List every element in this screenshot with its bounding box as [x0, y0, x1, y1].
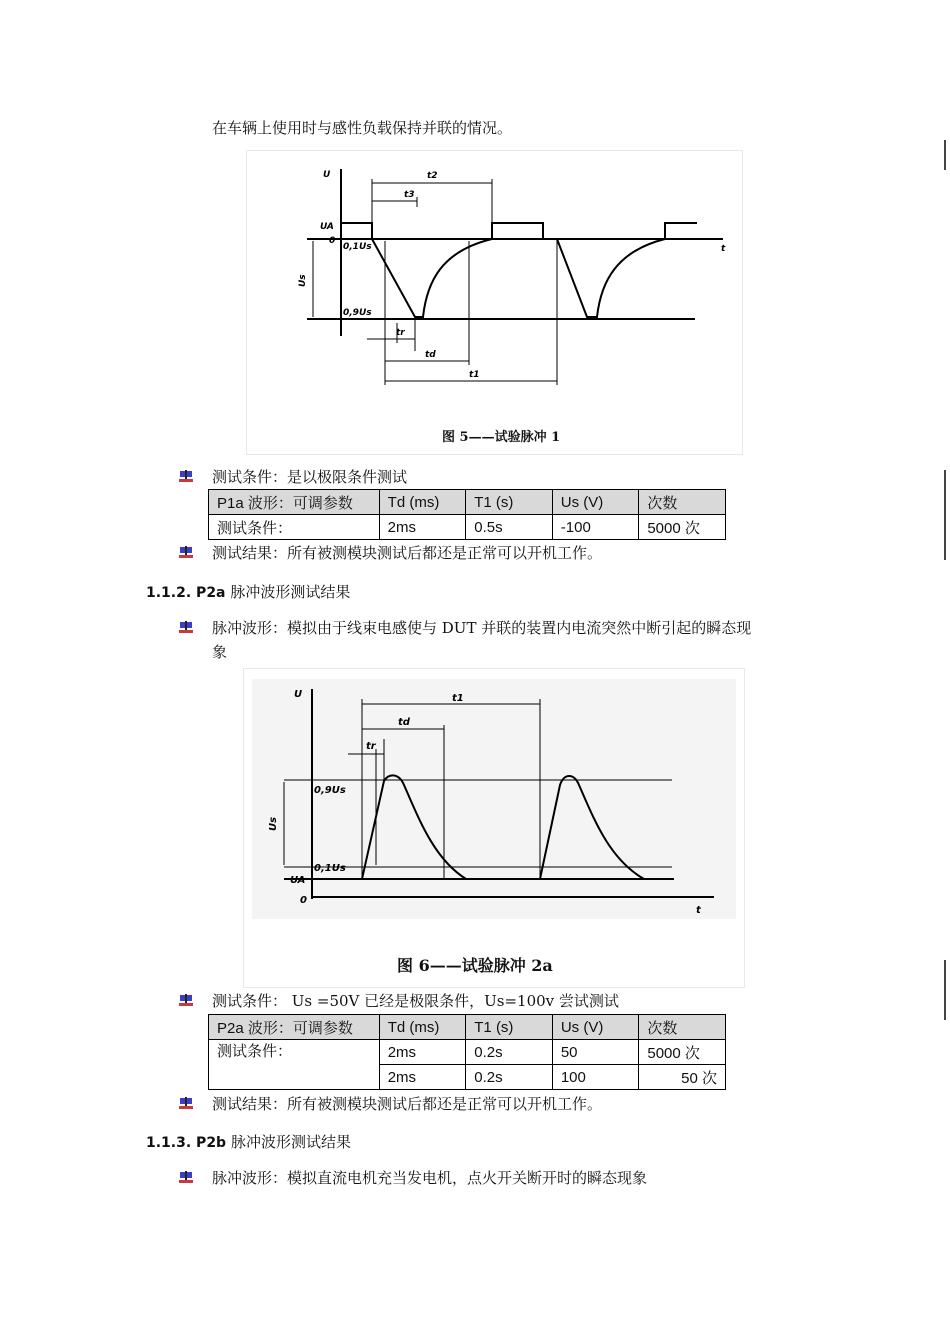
p2a-desc-line-2: 象: [212, 643, 228, 661]
svg-text:tr: tr: [366, 741, 376, 752]
page-edge-mark: [944, 140, 946, 170]
figure-6-caption: 图 6——试验脉冲 2a: [397, 956, 553, 975]
svg-text:0: 0: [329, 236, 336, 246]
section-number: 1.1.2. P2a: [146, 585, 226, 601]
table-cell: 50: [552, 1040, 639, 1065]
bullet-icon: [178, 469, 194, 485]
table-header-cell: 次数: [639, 1015, 726, 1040]
table-header-cell: Td (ms): [379, 1015, 466, 1040]
table-cell: 100: [552, 1065, 639, 1090]
bullet-icon: [178, 1096, 194, 1112]
table-header-row: [209, 490, 726, 515]
figure-5: [246, 150, 743, 455]
p2a-params-table: [208, 1014, 726, 1090]
svg-text:0: 0: [300, 895, 307, 906]
table-header-cell: Td (ms): [379, 490, 466, 515]
table-cell: 50 次: [639, 1065, 726, 1090]
table-row: [209, 515, 726, 540]
svg-text:UA: UA: [320, 222, 334, 232]
table-header-cell: Us (V): [552, 490, 639, 515]
section-number: 1.1.3. P2b: [146, 1135, 227, 1151]
table-header-cell: T1 (s): [466, 490, 553, 515]
p1a-conditions-line: 测试条件：是以极限条件测试: [212, 468, 408, 486]
table-header-cell: Us (V): [552, 1015, 639, 1040]
table-header-cell: T1 (s): [466, 1015, 553, 1040]
pulse-1-diagram: [247, 151, 742, 454]
bullet-icon: [178, 620, 194, 636]
table-cell: 5000 次: [639, 515, 726, 540]
svg-text:U: U: [323, 170, 331, 180]
svg-text:td: td: [398, 717, 410, 728]
svg-text:0,1Us: 0,1Us: [343, 242, 372, 252]
section-heading-p2b: [146, 1131, 351, 1152]
svg-text:0,9Us: 0,9Us: [343, 308, 372, 318]
table-cell: 0.2s: [466, 1065, 553, 1090]
pulse-2a-diagram: [244, 669, 744, 987]
p2a-result-line: 测试结果：所有被测模块测试后都还是正常可以开机工作。: [212, 1095, 603, 1113]
figure-6: [243, 668, 745, 988]
table-cell: 测试条件：: [209, 1040, 380, 1090]
table-cell: 2ms: [379, 1040, 466, 1065]
svg-text:0,9Us: 0,9Us: [314, 785, 346, 796]
svg-text:t: t: [696, 905, 701, 916]
svg-text:t1: t1: [452, 693, 464, 704]
p1a-params-table: [208, 489, 726, 540]
svg-text:Us: Us: [268, 816, 279, 831]
section-title: 脉冲波形测试结果: [230, 583, 351, 601]
bullet-icon: [178, 545, 194, 561]
table-header-cell: P1a 波形：可调参数: [209, 490, 380, 515]
bullet-icon: [178, 1170, 194, 1186]
p2a-desc-line-1: 脉冲波形：模拟由于线束电感使与 DUT 并联的装置内电流突然中断引起的瞬态现: [212, 619, 752, 637]
table-header-cell: 次数: [639, 490, 726, 515]
page-edge-mark: [944, 470, 946, 560]
svg-text:tr: tr: [396, 328, 405, 338]
table-cell: 0.2s: [466, 1040, 553, 1065]
p2b-desc-line-1: 脉冲波形：模拟直流电机充当发电机，点火开关断开时的瞬态现象: [212, 1169, 648, 1187]
table-cell: 2ms: [379, 1065, 466, 1090]
section-title: 脉冲波形测试结果: [230, 1133, 351, 1151]
table-row: [209, 1040, 726, 1065]
table-cell: 2ms: [379, 515, 466, 540]
table-cell: 测试条件：: [209, 515, 380, 540]
svg-text:Us: Us: [298, 274, 308, 287]
svg-text:U: U: [294, 689, 303, 700]
table-header-cell: P2a 波形：可调参数: [209, 1015, 380, 1040]
table-cell: 0.5s: [466, 515, 553, 540]
table-cell: -100: [552, 515, 639, 540]
svg-text:UA: UA: [290, 875, 306, 886]
svg-text:t1: t1: [469, 370, 480, 380]
svg-text:0,1Us: 0,1Us: [314, 863, 346, 874]
svg-text:t2: t2: [427, 171, 438, 181]
p1a-result-line: 测试结果：所有被测模块测试后都还是正常可以开机工作。: [212, 544, 603, 562]
table-header-row: [209, 1015, 726, 1040]
svg-text:t3: t3: [404, 190, 415, 200]
table-cell: 5000 次: [639, 1040, 726, 1065]
section-heading-p2a: [146, 581, 350, 602]
bullet-icon: [178, 993, 194, 1009]
svg-text:td: td: [425, 350, 436, 360]
svg-text:t: t: [721, 244, 726, 254]
p2a-conditions-line: 测试条件： Us =50V 已经是极限条件，Us=100v 尝试测试: [212, 992, 619, 1010]
figure-5-caption: 图 5——试验脉冲 1: [442, 430, 561, 445]
page-edge-mark: [944, 960, 946, 1020]
intro-line: 在车辆上使用时与感性负载保持并联的情况。: [212, 119, 513, 137]
